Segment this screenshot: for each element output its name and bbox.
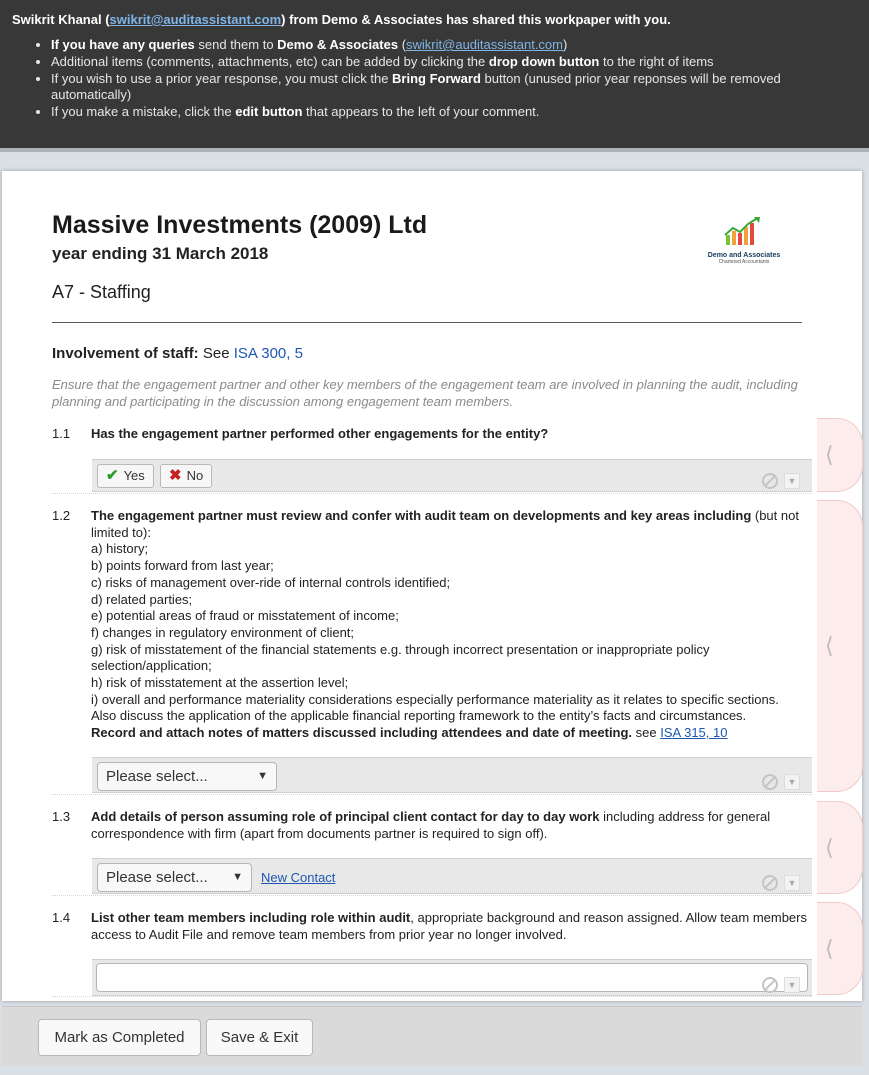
period: year ending 31 March 2018 [52, 244, 269, 263]
sharer-email-link[interactable]: swikrit@auditassistant.com [109, 12, 282, 27]
clear-response-icon[interactable] [762, 977, 778, 993]
mark-completed-button[interactable]: Mark as Completed [38, 1019, 201, 1056]
clear-response-icon[interactable] [762, 774, 778, 790]
yes-button[interactable]: ✔ Yes [97, 464, 154, 488]
bring-forward-arrow-icon: ⟨ [825, 442, 834, 467]
queries-email-link[interactable]: swikrit@auditassistant.com [406, 37, 563, 52]
no-button[interactable]: ✖ No [160, 464, 212, 488]
instruction-dropdown: • Additional items (comments, attachments, etc) can be added by clicking the drop down button to the right of items [51, 54, 857, 71]
chevron-down-icon: ▼ [257, 770, 268, 782]
share-notice: Swikrit Khanal (swikrit@auditassistant.com) from Demo & Associates has shared this workpaper with you. [12, 12, 671, 27]
clear-response-icon[interactable] [762, 875, 778, 891]
item-controls [762, 774, 800, 790]
title-divider [52, 322, 802, 323]
item-controls [762, 977, 800, 993]
item-options-dropdown-icon[interactable]: ▼ [784, 774, 800, 790]
answer-bar-1-1 [92, 459, 812, 492]
staff-heading: Involvement of staff: See ISA 300, 5 [52, 345, 303, 362]
question-text: List other team members including role within audit, appropriate background and reason assigned. Allow team members access to Audit File and remove team members from prior year no longer involved. [91, 910, 807, 942]
isa-300-link[interactable]: ISA 300, 5 [233, 345, 303, 362]
question-divider [52, 493, 812, 494]
chart-logo-icon [724, 217, 764, 245]
guidance-text: Ensure that the engagement partner and other key members of the engagement team are involved in planning the audit, including planning and participating in the discussion among engagement team members. [52, 377, 798, 409]
share-banner [0, 0, 869, 148]
instruction-edit: • If you make a mistake, click the edit button that appears to the left of your comment. [51, 104, 857, 121]
shared-suffix: from Demo & Associates has shared this workpaper with you. [289, 12, 671, 27]
question-number: 1.2 [52, 508, 71, 523]
question-divider [52, 794, 812, 795]
save-exit-button[interactable]: Save & Exit [206, 1019, 313, 1056]
question-text: Has the engagement partner performed other engagements for the entity? [91, 426, 549, 441]
logo-subtitle: Chartered Accountants [718, 259, 770, 265]
bring-forward-arrow-icon: ⟨ [825, 935, 834, 961]
section-title: A7 - Staffing [52, 282, 151, 302]
answer-bar-1-3 [92, 858, 812, 894]
clear-response-icon[interactable] [762, 473, 778, 489]
question-text: Add details of person assuming role of principal client contact for day to day work including address for general correspondence with firm (apart from documents partner is required to sign off). [91, 809, 771, 841]
sharer-name: Swikrit Khanal [12, 12, 102, 27]
footer-toolbar [2, 1006, 862, 1066]
firm-logo [702, 217, 786, 269]
item-options-dropdown-icon[interactable]: ▼ [784, 473, 800, 489]
question-text: The engagement partner must review and confer with audit team on developments and key areas including (but not limited to): a) history; b) points forward from last year; c) risks of management over-ride of internal controls identified; d) related parties; e) potential areas of fraud or misstatement of income; f) changes in regulatory environment of client; g) risk of misstatement of the financial statements e.g. through incorrect presentation or inappropriate policy selection/application; h) risk of misstatement at the assertion level; i) overall and performance materiality considerations especially performance materiality as it relates to specific sections. Also discuss the application of the applicable financial reporting framework to the entity’s facts and circumstances. Record and attach notes of matters discussed including attendees and date of meeting. see ISA 315, 10 [91, 508, 799, 741]
company-name: Massive Investments (2009) Ltd [52, 211, 428, 239]
question-number: 1.3 [52, 809, 71, 824]
question-number: 1.1 [52, 426, 71, 441]
chevron-down-icon: ▼ [232, 871, 243, 883]
item-controls [762, 875, 800, 891]
bring-forward-tab-1-3[interactable] [817, 801, 863, 894]
item-options-dropdown-icon[interactable]: ▼ [784, 977, 800, 993]
logo-firm-name: Demo and Associates [707, 252, 781, 259]
question-divider [52, 996, 812, 997]
answer-bar-1-2 [92, 757, 812, 793]
bring-forward-tab-1-4[interactable] [817, 902, 863, 995]
check-icon: ✔ [106, 467, 119, 484]
response-select[interactable]: Please select... ▼ [97, 762, 277, 791]
contact-select[interactable]: Please select... ▼ [97, 863, 252, 892]
item-options-dropdown-icon[interactable]: ▼ [784, 875, 800, 891]
bring-forward-arrow-icon: ⟨ [825, 633, 834, 658]
bring-forward-arrow-icon: ⟨ [825, 834, 834, 860]
team-members-input[interactable] [96, 963, 808, 992]
workpaper [2, 171, 862, 1001]
isa-315-link[interactable]: ISA 315, 10 [660, 725, 728, 741]
question-divider [52, 895, 812, 896]
cross-icon: ✖ [169, 467, 182, 484]
banner-divider [0, 148, 869, 152]
instruction-queries: • If you have any queries send them to Demo & Associates (swikrit@auditassistant.com) [51, 37, 857, 54]
instructions-list [12, 37, 857, 121]
instruction-bring-forward: • If you wish to use a prior year response, you must click the Bring Forward button (unused prior year reponses will be removed automatically) [51, 71, 857, 105]
bring-forward-tab-1-2[interactable] [817, 500, 863, 792]
new-contact-link[interactable]: New Contact [261, 870, 336, 885]
item-controls [762, 473, 800, 489]
answer-bar-1-4 [92, 959, 812, 996]
bring-forward-tab-1-1[interactable] [817, 418, 863, 492]
question-number: 1.4 [52, 910, 71, 925]
